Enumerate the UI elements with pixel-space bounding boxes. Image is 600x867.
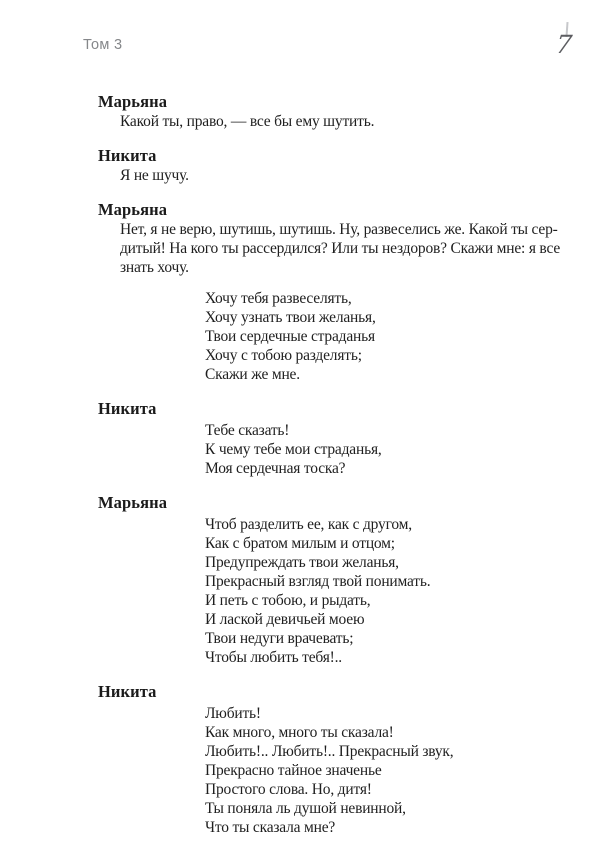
page-number [548, 21, 572, 61]
verse-line: Тебе сказать! [205, 422, 290, 439]
prose-line: Какой ты, право, — все бы ему шутить. [120, 113, 375, 130]
verse-stanza [205, 289, 560, 384]
dialogue-turn [98, 92, 560, 131]
dialogue-turn [98, 682, 560, 837]
dialogue-turn [98, 399, 560, 478]
dialogue-turn [98, 200, 560, 384]
verse-line: Моя сердечная тоска? [205, 460, 346, 477]
volume-label: Том 3 [83, 37, 123, 53]
verse-line: Скажи же мне. [205, 366, 300, 383]
page-header [83, 30, 574, 59]
verse-line: И лаской девичьей моею [205, 611, 365, 628]
prose-line: Нет, я не верю, шутишь, шутишь. Ну, развеселись же. Какой ты сер- [120, 221, 558, 238]
verse-stanza [205, 704, 560, 837]
verse-line: К чему тебе мои страданья, [205, 441, 382, 458]
prose-line: знать хочу. [120, 259, 189, 276]
speech-parts [98, 112, 560, 131]
verse-line: Что ты сказала мне? [205, 819, 336, 836]
verse-line: Твои сердечные страданья [205, 328, 375, 345]
prose-paragraph [120, 112, 560, 131]
speech-parts [98, 220, 560, 384]
dialogue [98, 92, 560, 852]
speaker-name: Марьяна [98, 200, 168, 219]
speaker-name: Никита [98, 682, 157, 701]
prose-paragraph [120, 166, 560, 185]
verse-stanza [205, 515, 560, 667]
speech-parts [98, 515, 560, 667]
speech-parts [98, 166, 560, 185]
verse-line: Чтоб разделить ее, как с другом, [205, 516, 412, 533]
verse-line: Любить!.. Любить!.. Прекрасный звук, [205, 743, 454, 760]
prose-line: Я не шучу. [120, 167, 189, 184]
verse-line: Твои недуги врачевать; [205, 630, 354, 647]
speaker-name: Никита [98, 399, 157, 418]
verse-line: Любить! [205, 705, 261, 722]
verse-stanza [205, 421, 560, 478]
verse-line: Хочу тебя развеселять, [205, 290, 352, 307]
verse-line: Предупреждать твои желанья, [205, 554, 399, 571]
verse-line: И петь с тобою, и рыдать, [205, 592, 371, 609]
speaker-name: Марьяна [98, 92, 168, 111]
verse-line: Как много, много ты сказала! [205, 724, 394, 741]
verse-line: Ты поняла ль душой невинной, [205, 800, 406, 817]
prose-line: дитый! На кого ты рассердился? Или ты нездоров? Скажи мне: я все [120, 240, 560, 257]
verse-line: Простого слова. Но, дитя! [205, 781, 372, 798]
prose-paragraph [120, 220, 560, 277]
dialogue-turn [98, 493, 560, 667]
speaker-name: Никита [98, 146, 157, 165]
verse-line: Прекрасный взгляд твой понимать. [205, 573, 431, 590]
verse-line: Хочу узнать твои желанья, [205, 309, 376, 326]
speech-parts [98, 704, 560, 837]
verse-line: Хочу с тобою разделять; [205, 347, 362, 364]
speech-parts [98, 421, 560, 478]
verse-line: Как с братом милым и отцом; [205, 535, 395, 552]
page-number-digit: 7 [554, 30, 574, 59]
verse-line: Чтобы любить тебя!.. [205, 649, 342, 666]
speaker-name: Марьяна [98, 493, 168, 512]
verse-line: Прекрасно тайное значенье [205, 762, 382, 779]
dialogue-turn [98, 146, 560, 185]
